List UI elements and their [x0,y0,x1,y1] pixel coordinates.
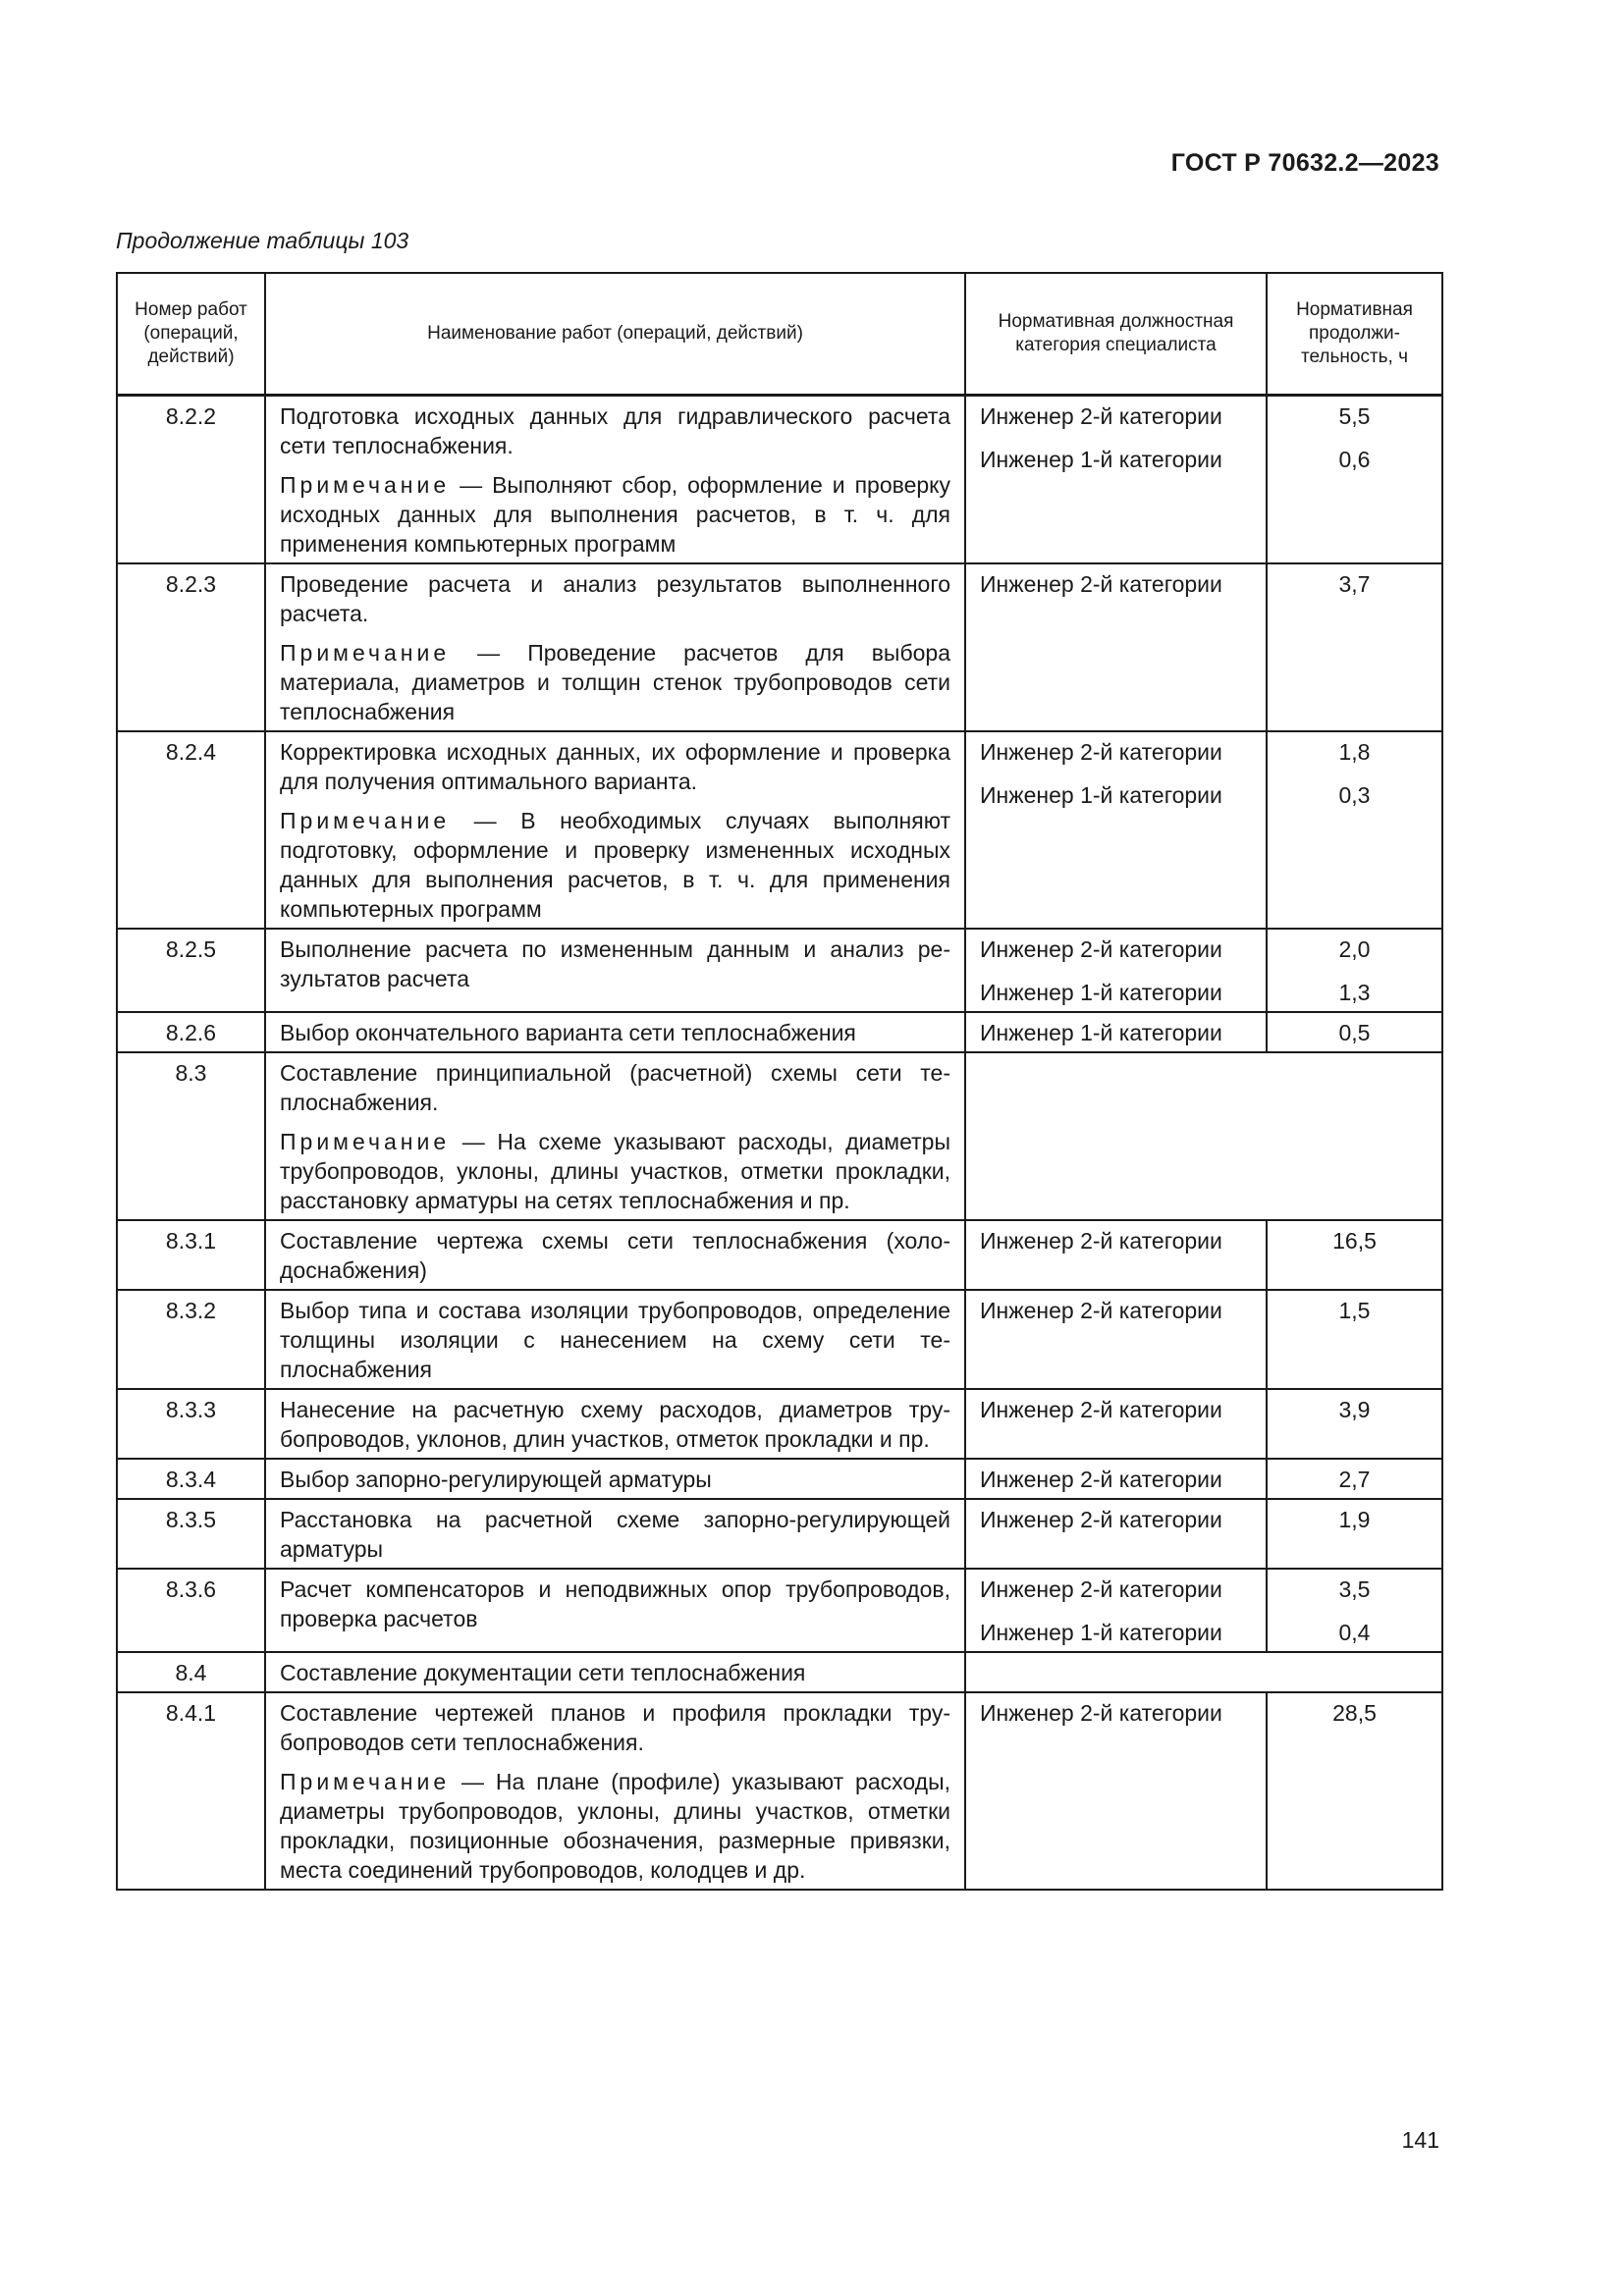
row-number: 8.3.3 [117,1389,265,1459]
specialist-category [965,1012,1267,1052]
table-row [117,1012,1442,1052]
work-note [280,1767,950,1885]
work-note [280,806,950,924]
duration-value: 3,5 [1338,1575,1371,1602]
specialist-category [965,929,1267,1012]
work-description [265,395,965,563]
row-number: 8.2.2 [117,395,265,563]
duration-value: 2,7 [1338,1466,1371,1492]
note-label: Примечание [280,807,451,833]
duration-value: 3,9 [1338,1396,1371,1422]
note-text: — Выполняют сбор, оформление и проверку исходных данных для выполнения расчетов, в т. ч. для применения компьютерных программ [280,471,950,557]
category-value: Инженер 1-й категории [980,446,1222,472]
table-caption: Продолжение таблицы 103 [116,228,409,253]
row-number: 8.2.3 [117,563,265,731]
specialist-category [965,1499,1267,1569]
table-row [117,1290,1442,1389]
row-number: 8.3.4 [117,1459,265,1499]
table-row [117,731,1442,929]
duration-value: 3,7 [1338,570,1371,597]
work-name: Проведение расчета и анализ результатов выполненного расчета. [280,570,950,626]
work-name: Подготовка исходных данных для гидравлического расчета сети теплоснабжения. [280,402,950,458]
note-text: — В необходимых случаях выполняют подготовку, оформление и проверку измененных исходных данных для выполнения расчетов, в т. ч. для применения компьютерных программ [280,807,950,922]
table-row [117,1389,1442,1459]
row-number: 8.3.6 [117,1569,265,1652]
work-name: Выполнение расчета по измененным данным и анализ результатов расчета [280,935,950,991]
work-name: Выбор запорно-регулирующей арматуры [280,1466,712,1492]
category-value: Инженер 2-й категории [980,1297,1222,1323]
specialist-category [965,1220,1267,1290]
row-number: 8.3.5 [117,1499,265,1569]
category-value: Инженер 2-й категории [980,402,1222,429]
work-description [265,563,965,731]
duration [1267,1459,1442,1499]
duration-value: 16,5 [1332,1227,1377,1254]
row-number: 8.2.4 [117,731,265,929]
specialist-category [965,563,1267,731]
duration-value: 0,4 [1338,1619,1371,1645]
work-name: Расстановка на расчетной схеме запорно-регулирующей арматуры [280,1506,950,1562]
category-value: Инженер 2-й категории [980,1227,1222,1254]
work-description [265,1652,965,1692]
work-name: Составление чертежа схемы сети теплоснабжения (холодоснабжения) [280,1227,950,1283]
work-name: Расчет компенсаторов и неподвижных опор трубопроводов, проверка расчетов [280,1575,950,1631]
work-description [265,1220,965,1290]
duration-value: 0,3 [1338,781,1371,808]
category-value: Инженер 2-й категории [980,1575,1222,1602]
header-duration: Нормативная продолжи-тельность, ч [1267,273,1442,395]
table-row [117,1220,1442,1290]
specialist-category [965,395,1267,563]
duration [1267,929,1442,1012]
row-number: 8.3.2 [117,1290,265,1389]
category-value: Инженер 2-й категории [980,1699,1222,1726]
table-row [117,563,1442,731]
work-description [265,731,965,929]
duration [1267,1389,1442,1459]
category-value: Инженер 2-й категории [980,1466,1222,1492]
specialist-category [965,731,1267,929]
duration-value: 1,3 [1338,979,1371,1005]
table-header-row [117,273,1442,395]
category-value: Инженер 2-й категории [980,570,1222,597]
specialist-category [965,1569,1267,1652]
row-number: 8.4.1 [117,1692,265,1890]
duration-value: 1,8 [1338,738,1371,765]
specialist-category [965,1459,1267,1499]
duration [1267,1290,1442,1389]
note-label: Примечание [280,471,451,498]
specialist-category [965,1290,1267,1389]
row-number: 8.3 [117,1052,265,1220]
category-value: Инженер 2-й категории [980,1506,1222,1532]
category-value: Инженер 1-й категории [980,1619,1222,1645]
note-label: Примечание [280,1768,451,1794]
table-row [117,395,1442,563]
duration [1267,731,1442,929]
work-note [280,1127,950,1215]
work-description [265,1290,965,1389]
category-value: Инженер 1-й категории [980,781,1222,808]
work-note [280,470,950,559]
work-description [265,1052,965,1220]
work-name: Выбор окончательного варианта сети теплоснабжения [280,1019,856,1045]
work-name: Нанесение на расчетную схему расходов, диаметров трубопроводов, уклонов, длин участков, отметок прокладки и пр. [280,1396,950,1452]
duration-value: 0,5 [1338,1019,1371,1045]
table-row [117,1652,1442,1692]
note-label: Примечание [280,639,451,666]
duration-value: 1,9 [1338,1506,1371,1532]
row-number: 8.4 [117,1652,265,1692]
duration [1267,395,1442,563]
duration [1267,1012,1442,1052]
work-norms-table [116,272,1443,1891]
note-text: — Проведение расчетов для выбора материала, диаметров и толщин стенок трубопроводов сети теплоснабжения [280,639,950,724]
note-text: — На плане (профиле) указывают расходы, диаметры трубопроводов, уклоны, длины участков, отметки прокладки, позиционные обозначения, размерные привязки, места соединений трубопроводов, колодцев и др. [280,1768,950,1883]
duration [1267,1220,1442,1290]
specialist-category [965,1692,1267,1890]
row-number: 8.2.5 [117,929,265,1012]
duration [1267,1499,1442,1569]
work-name: Составление чертежей планов и профиля прокладки трубопроводов сети теплоснабжения. [280,1699,950,1755]
table-body [117,395,1442,1890]
work-note [280,638,950,726]
table-row [117,1459,1442,1499]
work-name: Составление принципиальной (расчетной) схемы сети теплоснабжения. [280,1059,950,1115]
table-row [117,1499,1442,1569]
duration-value: 28,5 [1332,1699,1377,1726]
duration-value: 0,6 [1338,446,1371,472]
category-value: Инженер 1-й категории [980,1019,1222,1045]
specialist-category [965,1389,1267,1459]
row-number: 8.3.1 [117,1220,265,1290]
row-number: 8.2.6 [117,1012,265,1052]
category-value: Инженер 2-й категории [980,935,1222,962]
document-code: ГОСТ Р 70632.2—2023 [1170,149,1439,177]
table-row [117,1692,1442,1890]
work-name: Выбор типа и состава изоляции трубопроводов, определение толщины изоляции с нанесением на схему сети теплоснабжения [280,1297,950,1382]
empty-merged-cell [965,1652,1442,1692]
duration [1267,563,1442,731]
duration [1267,1569,1442,1652]
work-description [265,1012,965,1052]
duration-value: 2,0 [1338,935,1371,962]
page-number: 141 [1401,2127,1439,2153]
table-row [117,1569,1442,1652]
work-description [265,929,965,1012]
duration [1267,1692,1442,1890]
duration-value: 5,5 [1338,402,1371,429]
category-value: Инженер 1-й категории [980,979,1222,1005]
note-text: — На схеме указывают расходы, диаметры трубопроводов, уклоны, длины участков, отметки прокладки, расстановку арматуры на сетях теплоснабжения и пр. [280,1128,950,1213]
work-name: Составление документации сети теплоснабжения [280,1659,806,1685]
table-row [117,1052,1442,1220]
header-category: Нормативная должностная категория специалиста [965,273,1267,395]
category-value: Инженер 2-й категории [980,738,1222,765]
header-name: Наименование работ (операций, действий) [265,273,965,395]
work-description [265,1389,965,1459]
empty-merged-cell [965,1052,1442,1220]
header-num: Номер работ (операций, действий) [117,273,265,395]
note-label: Примечание [280,1128,451,1154]
work-description [265,1459,965,1499]
work-description [265,1499,965,1569]
work-description [265,1569,965,1652]
duration-value: 1,5 [1338,1297,1371,1323]
work-name: Корректировка исходных данных, их оформление и проверка для получения оптимального варианта. [280,738,950,794]
table-row [117,929,1442,1012]
category-value: Инженер 2-й категории [980,1396,1222,1422]
work-description [265,1692,965,1890]
